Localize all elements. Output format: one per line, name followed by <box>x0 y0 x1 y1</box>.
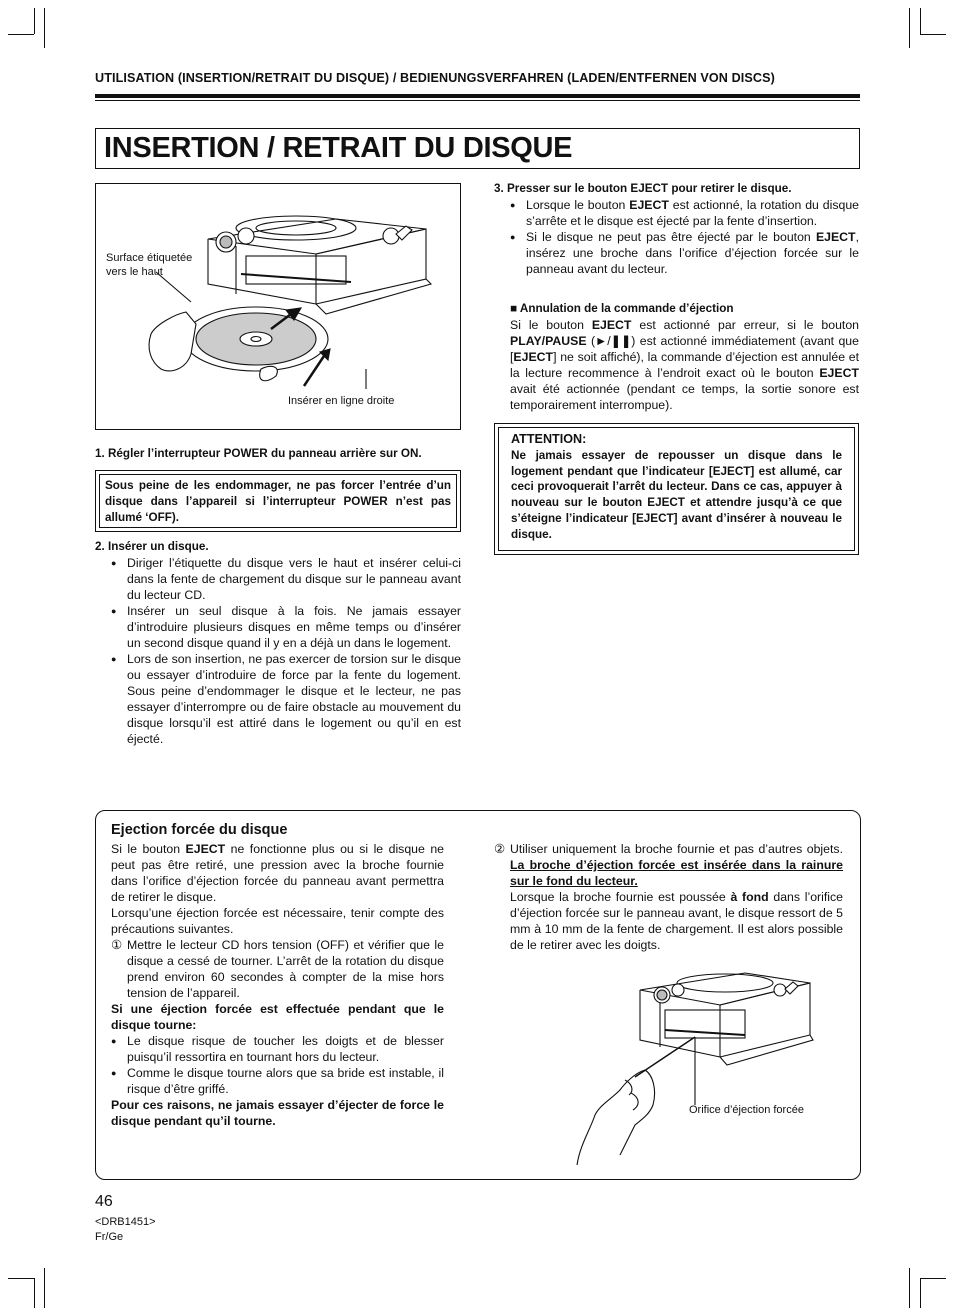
step3-heading: 3. Presser sur le bouton EJECT pour retirer le disque. <box>494 182 792 195</box>
list-item: ② Utiliser uniquement la broche fournie et pas d’autres objets. La broche d’éjection forcée est insérée dans la rainure sur le fond du lecteur. Lorsque la broche fournie est poussée à fond dans l’orifice d’éjection forcée sur le panneau avant, le disque ressort de 5 mm à 10 mm de la fente de chargement. Il est alors possible de le retirer avec les doigts. <box>494 842 844 952</box>
list-item: ● Lorsque le bouton EJECT est actionné, la rotation du disque s’arrête et le disque est éjecté par la fente d’insertion. <box>510 197 859 229</box>
crop-mark <box>920 34 946 35</box>
forced-right-column <box>494 841 843 953</box>
attention-title: ATTENTION: <box>511 432 587 446</box>
doc-code: <DRB1451> <box>95 1216 156 1228</box>
forced-left-column: Si le bouton EJECT ne fonctionne plus ou si le disque ne peut pas être retiré, une pression avec la broche fournie dans l’orifice d’éjection forcée du panneau avant permettra de retirer le disque. Lorsqu’une éjection forcée est nécessaire, tenir compte des précautions suivantes. ① Mettre le lecteur CD hors tension (OFF) et vérifier que le disque a cessé de tourner. L’arrêt de la rotation du disque prend environ 60 secondes à compter de la mise hors tension de l’appareil. Si une éjection forcée est effectuée pendant que le disque tourne: ● Le disque risque de toucher les doigts et de blesser puisqu’il ressortira en tournant hors du lecteur. ● Comme le disque tourne alors que sa bride est instable, il risque d’être griffé. Pour ces raisons, ne jamais essayer d’éjecter de force le disque pendant qu’il tourne. <box>111 841 444 1129</box>
warning-box <box>95 470 461 532</box>
forced-title: Ejection forcée du disque <box>111 822 288 838</box>
crop-mark <box>909 8 910 48</box>
warning-text: Sous peine de les endommager, ne pas forcer l’entrée d’un disque dans l’appareil si l’interrupteur POWER n’est pas allumé ‘OFF). <box>99 474 457 528</box>
header-rule <box>95 100 860 101</box>
crop-mark <box>34 8 35 34</box>
crop-mark <box>909 1268 910 1308</box>
list-item: ● Si le disque ne peut pas être éjecté par le bouton EJECT, insérez une broche dans l’orifice d’éjection forcée sur le panneau avant du lecteur. <box>510 229 859 277</box>
label-insert: Insérer en ligne droite <box>288 395 395 407</box>
crop-mark <box>8 34 34 35</box>
list-item: ① Mettre le lecteur CD hors tension (OFF) et vérifier que le disque a cessé de tourner. L’arrêt de la rotation du disque prend environ 60 secondes à compter de la mise hors tension de l’appareil. <box>111 938 444 1000</box>
list-item: ● Lors de son insertion, ne pas exercer de torsion sur le disque ou essayer d’introduire de force par la fente du logement. Sous peine d’endommager le disque et le lecteur, ne pas essayer d’interrompre ou de faire obstacle au mouvement du disque lorsqu’il est attiré dans le logement ou qu’il en est éjecté. <box>111 651 461 747</box>
step2-heading: 2. Insérer un disque. <box>95 540 209 553</box>
cd-player-illustration <box>96 184 460 429</box>
figure-insert-disc <box>95 183 461 430</box>
step1-heading: 1. Régler l’interrupteur POWER du panneau arrière sur ON. <box>95 447 422 460</box>
list-item: ● Le disque risque de toucher les doigts et de blesser puisqu’il ressortira en tournant hors du lecteur. <box>111 1033 444 1065</box>
page-number: 46 <box>95 1193 113 1210</box>
doc-lang: Fr/Ge <box>95 1231 124 1243</box>
crop-mark <box>8 1278 34 1279</box>
label-surface: Surface étiquetée vers le haut <box>106 252 193 278</box>
step3-list <box>510 197 859 277</box>
page-title: INSERTION / RETRAIT DU DISQUE <box>104 132 573 164</box>
crop-mark <box>920 8 921 34</box>
section-header: UTILISATION (INSERTION/RETRAIT DU DISQUE) / BEDIENUNGSVERFAHREN (LADEN/ENTFERNEN VON DISCS) <box>95 71 775 85</box>
attention-text: Ne jamais essayer de repousser un disque dans le logement pendant que l’indicateur [EJECT] est allumé, car ceci provoquerait l’arrêt du lecteur. Dans ce cas, appuyer à nouveau sur le bouton EJECT et attendre jusqu’à ce que s’éteigne l’indicateur [EJECT] avant d’insérer à nouveau le disque. <box>511 448 842 541</box>
cancel-text: Si le bouton EJECT est actionné par erreur, si le bouton PLAY/PAUSE (►/❚❚) est actionné immédiatement (avant que [EJECT] ne soit affiché), la commande d’éjection est annulée et la lecture recommence à l’endroit exact où le bouton EJECT avait été actionnée (pendant ce temps, la sortie sonore est temporairement interrompue). <box>510 318 859 412</box>
forced-eject-illustration <box>565 965 830 1170</box>
attention-box <box>494 423 859 555</box>
page-title-box <box>95 128 860 169</box>
list-item: ● Insérer un seul disque à la fois. Ne jamais essayer d’introduire plusieurs disques en même temps ou d’insérer un second disque quand il y en a déjà un dans le logement. <box>111 603 461 651</box>
header-rule <box>95 94 860 98</box>
crop-mark <box>34 1278 35 1308</box>
cancel-heading: ■ Annulation de la commande d’éjection <box>510 302 734 315</box>
step2-list <box>111 555 461 747</box>
list-item: ● Diriger l’étiquette du disque vers le haut et insérer celui-ci dans la fente de chargement du disque sur le panneau avant du lecteur CD. <box>111 555 461 603</box>
crop-mark <box>44 1268 45 1308</box>
label-eject-hole: Orifice d’éjection forcée <box>689 1104 804 1116</box>
crop-mark <box>920 1278 921 1308</box>
list-item: ● Comme le disque tourne alors que sa bride est instable, il risque d’être griffé. <box>111 1065 444 1097</box>
crop-mark <box>920 1278 946 1279</box>
crop-mark <box>44 8 45 48</box>
